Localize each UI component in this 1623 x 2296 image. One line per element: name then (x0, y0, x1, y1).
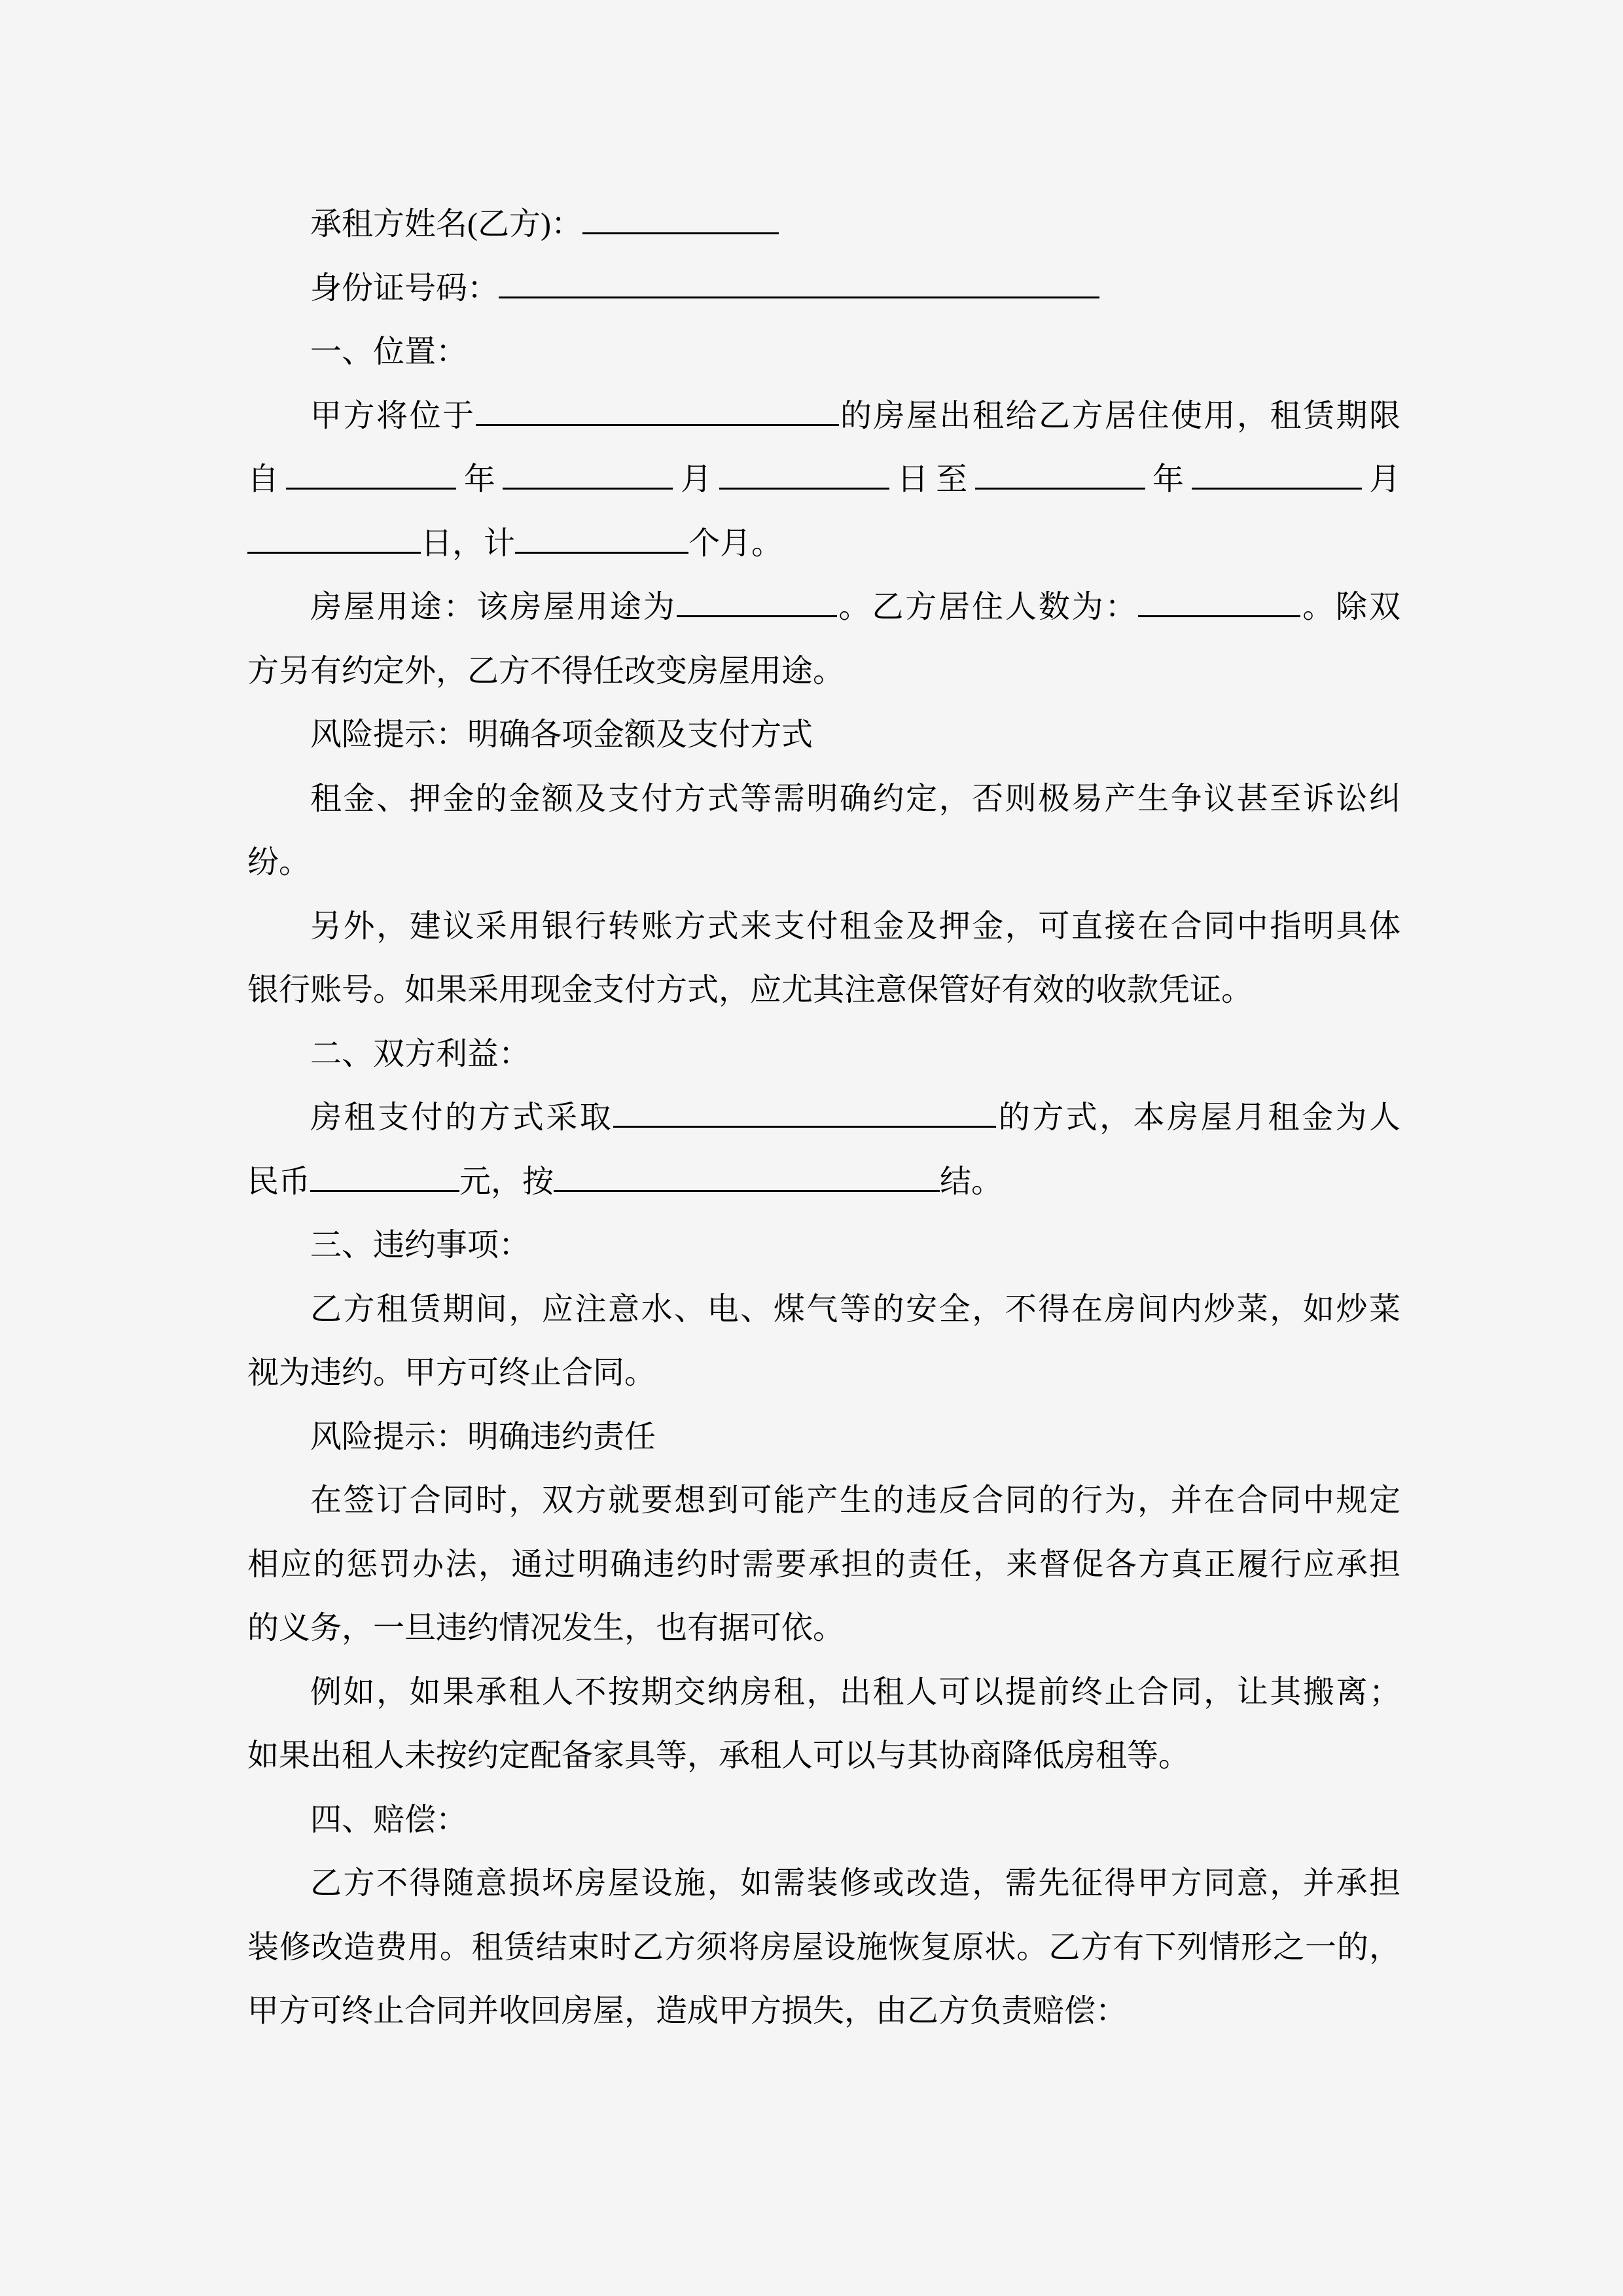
text-segment: 方另有约定外，乙方不得任改变房屋用途。 (247, 653, 845, 689)
text-line (247, 895, 1400, 959)
text-segment: 视为违约。甲方可终止合同。 (247, 1355, 656, 1390)
text-segment: 结。 (940, 1164, 1003, 1199)
text-line (247, 1022, 1400, 1086)
blank-underline-field (975, 455, 1145, 490)
text-line (247, 1405, 1400, 1469)
text-line (247, 767, 1400, 831)
text-line (247, 639, 1400, 704)
text-segment: 身份证号码： (310, 270, 499, 306)
text-line (247, 575, 1400, 639)
text-segment: 日至 (889, 462, 975, 497)
text-segment: 乙方不得随意损坏房屋设施，如需装修或改造，需先征得甲方同意，并承担 (310, 1866, 1400, 1901)
text-line (247, 384, 1400, 448)
blank-underline-field (677, 583, 837, 617)
blank-underline-field (286, 455, 456, 490)
blank-underline-field (1192, 455, 1362, 490)
text-line (247, 1278, 1400, 1342)
text-segment: 租金、押金的金额及支付方式等需明确约定，否则极易产生争议甚至诉讼纠 (310, 781, 1400, 816)
text-line (247, 1596, 1400, 1660)
text-segment: 民币 (247, 1164, 311, 1199)
text-segment: 年 (1145, 462, 1192, 497)
text-line (247, 1086, 1400, 1150)
text-segment: 风险提示：明确违约责任 (310, 1419, 656, 1454)
text-segment: 。乙方居住人数为： (836, 590, 1139, 624)
text-segment: 年 (456, 462, 503, 497)
blank-underline-field (554, 1157, 940, 1192)
text-segment: 月 (1361, 462, 1400, 497)
text-segment: 。除双 (1300, 590, 1400, 624)
text-segment: 在签订合同时，双方就要想到可能产生的违反合同的行为，并在合同中规定 (310, 1483, 1400, 1518)
text-line (247, 1150, 1400, 1214)
text-segment: 三、违约事项： (310, 1228, 531, 1263)
text-line (247, 1469, 1400, 1533)
text-segment: 承租方姓名(乙方)： (310, 207, 582, 242)
text-segment: 四、赔偿： (310, 1802, 468, 1837)
blank-underline-field (613, 1093, 996, 1128)
text-line (247, 1979, 1400, 2043)
text-segment: 二、双方利益： (310, 1036, 531, 1071)
text-segment: 的房屋出租给乙方居住使用，租赁期限 (838, 398, 1400, 433)
text-line (247, 1724, 1400, 1788)
blank-underline-field (515, 519, 688, 554)
text-segment: 自 (247, 462, 287, 497)
text-line (247, 1660, 1400, 1725)
text-line (247, 1341, 1400, 1405)
blank-underline-field (499, 264, 1099, 298)
blank-underline-field (247, 519, 421, 554)
text-segment: 一、位置： (310, 334, 468, 369)
text-segment: 银行账号。如果采用现金支付方式，应尤其注意保管好有效的收款凭证。 (247, 973, 1253, 1007)
text-segment: 的义务，一旦违约情况发生，也有据可依。 (247, 1611, 845, 1645)
text-segment: 相应的惩罚办法，通过明确违约时需要承担的责任，来督促各方真正履行应承担 (247, 1547, 1400, 1582)
blank-underline-field (719, 455, 889, 490)
text-segment: 元，按 (459, 1164, 554, 1199)
blank-underline-field (503, 455, 673, 490)
text-segment: 房屋用途：该房屋用途为 (310, 590, 677, 624)
text-line (247, 1213, 1400, 1278)
blank-underline-field (582, 200, 779, 234)
text-segment: 个月。 (688, 526, 783, 561)
text-segment: 日，计 (421, 526, 516, 561)
blank-underline-field (1138, 583, 1300, 617)
text-segment: 纷。 (247, 845, 311, 880)
text-line (247, 703, 1400, 767)
text-line (247, 257, 1400, 321)
text-segment: 房租支付的方式采取 (310, 1100, 614, 1135)
text-segment: 风险提示：明确各项金额及支付方式 (310, 717, 813, 752)
text-segment: 例如，如果承租人不按期交纳房租，出租人可以提前终止合同，让其搬离； (310, 1674, 1400, 1710)
blank-underline-field (310, 1157, 459, 1192)
text-line (247, 958, 1400, 1022)
text-segment: 装修改造费用。租赁结束时乙方须将房屋设施恢复原状。乙方有下列情形之一的， (247, 1929, 1400, 1965)
text-line (247, 1533, 1400, 1597)
text-segment: 如果出租人未按约定配备家具等，承租人可以与其协商降低房租等。 (247, 1738, 1190, 1773)
text-segment: 另外，建议采用银行转账方式来支付租金及押金，可直接在合同中指明具体 (310, 908, 1400, 944)
text-line (247, 448, 1400, 512)
text-segment: 月 (673, 462, 720, 497)
blank-underline-field (476, 391, 839, 426)
text-line (247, 512, 1400, 576)
text-line (247, 1916, 1400, 1980)
text-segment: 甲方将位于 (310, 398, 476, 433)
text-segment: 的方式，本房屋月租金为人 (996, 1100, 1400, 1135)
contract-text-block (247, 192, 1400, 2043)
text-segment: 乙方租赁期间，应注意水、电、煤气等的安全，不得在房间内炒菜，如炒菜 (310, 1291, 1400, 1327)
text-line (247, 1788, 1400, 1852)
text-line (247, 831, 1400, 895)
text-segment: 甲方可终止合同并收回房屋，造成甲方损失，由乙方负责赔偿： (247, 1994, 1128, 2028)
text-line (247, 192, 1400, 257)
text-line (247, 320, 1400, 384)
text-line (247, 1852, 1400, 1916)
